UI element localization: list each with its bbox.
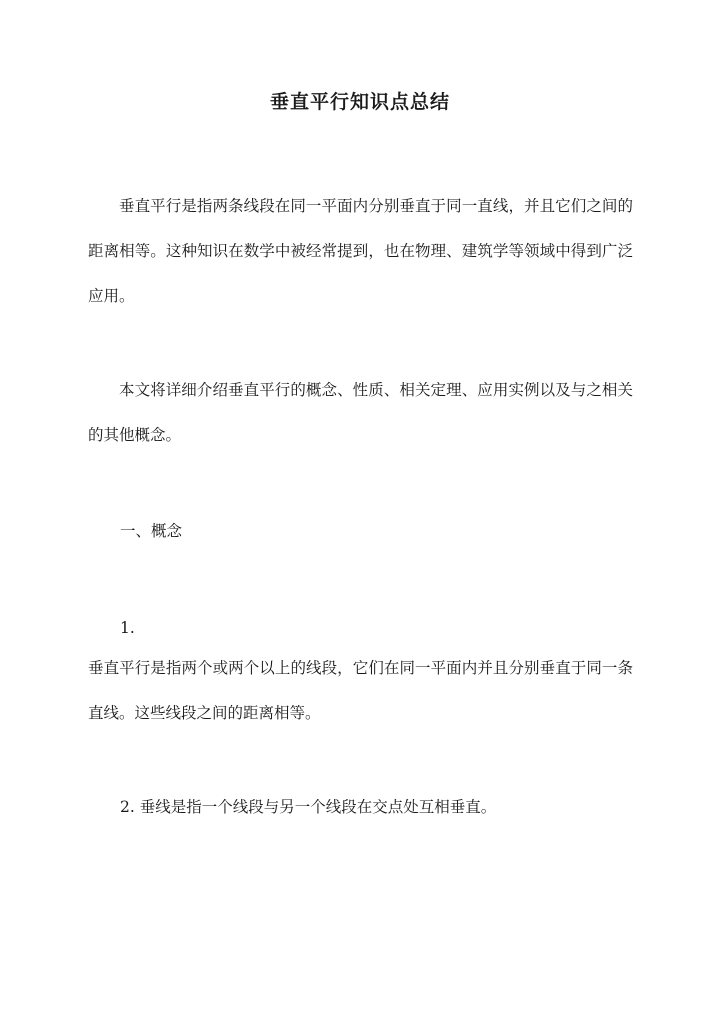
- item1-number: 1.: [120, 619, 135, 637]
- intro-paragraph: 垂直平行是指两条线段在同一平面内分别垂直于同一直线，并且它们之间的距离相等。这种知识在数学中被经常提到，也在物理、建筑学等领域中得到广泛应用。: [88, 197, 633, 305]
- document-title: 垂直平行知识点总结: [269, 91, 450, 113]
- item2-text: 2. 垂线是指一个线段与另一个线段在交点处互相垂直。: [120, 798, 497, 816]
- section-heading: 一、概念: [120, 522, 183, 540]
- item1-text: 垂直平行是指两个或两个以上的线段，它们在同一平面内并且分别垂直于同一条直线。这些线段之间的距离相等。: [88, 659, 633, 722]
- overview-paragraph: 本文将详细介绍垂直平行的概念、性质、相关定理、应用实例以及与之相关的其他概念。: [88, 381, 633, 444]
